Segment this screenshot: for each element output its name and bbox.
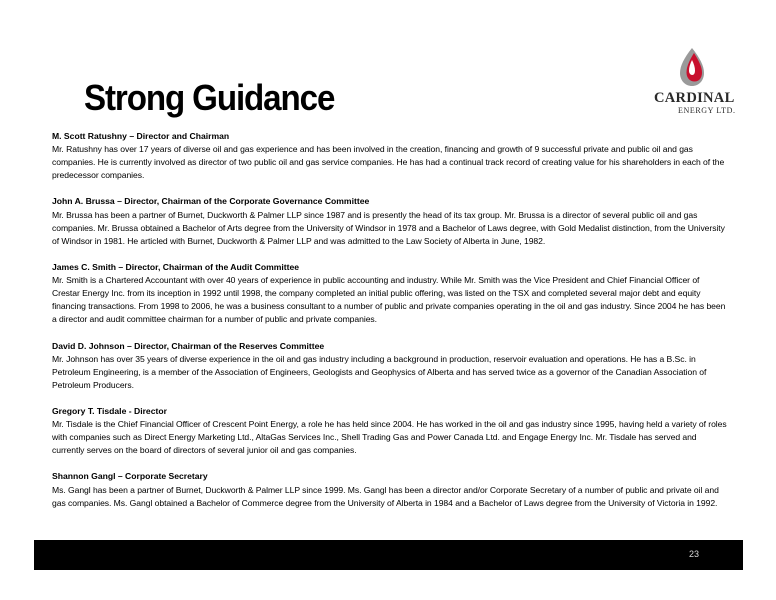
- bio-text: Ms. Gangl has been a partner of Burnet, Duckworth & Palmer LLP since 1999. Ms. Gangl has been a director and/or Corporate Secretary of a number of public and private oil and gas companies. Ms. Gangl obtained a Bachelor of Commerce degree from the University of Alberta in 1984 and a Bachelor of Laws degree from the University of Victoria in 1992.: [52, 484, 719, 508]
- bio-ratushny: [52, 130, 728, 182]
- bio-text: Mr. Tisdale is the Chief Financial Officer of Crescent Point Energy, a role he has held since 2004. He has worked in the oil and gas industry since 1995, having held a variety of roles with companies such as Direct Energy Marketing Ltd., AltaGas Services Inc., Shell Trading Gas and Power Canada Ltd. and Engage Energy Inc. Mr. Tisdale has served and currently serves on the board of directors of several junior oil and gas companies.: [52, 419, 727, 456]
- bio-tisdale: [52, 405, 728, 457]
- logo-name: CARDINAL: [654, 90, 735, 106]
- bio-text: Mr. Brussa has been a partner of Burnet, Duckworth & Palmer LLP since 1987 and is presently the head of its tax group. Mr. Brussa is a director of several public oil and gas companies. Mr. Brussa obtained a Bachelor of Arts degree from the University of Windsor in 1978 and a Bachelor of Laws degree, with Gold Medalist distinction, from the University of Windsor in 1981. He articled with Burnet, Duckworth & Palmer LLP and was admitted to the Law Society of Alberta in June, 1982.: [52, 209, 725, 246]
- bio-johnson: [52, 340, 728, 392]
- company-logo: [648, 46, 738, 122]
- bio-smith: [52, 261, 728, 326]
- bio-heading: M. Scott Ratushny – Director and Chairman: [52, 131, 230, 141]
- bio-heading: Shannon Gangl – Corporate Secretary: [52, 471, 208, 482]
- slide-title: Strong Guidance: [84, 77, 335, 118]
- bio-text: Mr. Smith is a Chartered Accountant with over 40 years of experience in public accounting and industry. While Mr. Smith was the Vice President and Chief Financial Officer of Crestar Energy Inc. from its inception in 1992 until 1998, the company completed an initial public offering, was listed on the TSX and completed several major debt and equity financing transactions. From 1998 to 2006, he was a business consultant to a number of public and private companies operating in the oil and gas industry. Since 2004 he has been a director and audit committee chairman for a number of public and private companies.: [52, 275, 726, 325]
- bio-gangl: [52, 470, 728, 509]
- flame-drop-icon: [648, 46, 738, 90]
- bio-heading: John A. Brussa – Director, Chairman of the Corporate Governance Committee: [52, 196, 370, 207]
- bio-heading: Gregory T. Tisdale - Director: [52, 405, 167, 416]
- bio-text: Mr. Ratushny has over 17 years of diverse oil and gas experience and has been involved in the creation, financing and growth of 9 successful private and public oil and gas companies. He is currently involved as director of two public oil and gas service companies. He has had a continual track record of creating value for his shareholders in each of the predecessor companies.: [52, 144, 725, 181]
- footer-bar: [34, 540, 743, 570]
- bio-text: Mr. Johnson has over 35 years of diverse experience in the oil and gas industry including a background in production, reservoir evaluation and operations. He has a B.Sc. in Petroleum Engineering, is a member of the Association of Engineers, Geologists and Geophysics of Alberta and has served twice as a governor of the Canadian Association of Petroleum Producers.: [52, 353, 707, 390]
- bio-heading: James C. Smith – Director, Chairman of the Audit Committee: [52, 261, 300, 272]
- page-number: 23: [688, 549, 699, 559]
- logo-subtitle: ENERGY LTD.: [678, 106, 736, 115]
- bios-content: [52, 130, 728, 523]
- bio-heading: David D. Johnson – Director, Chairman of the Reserves Committee: [52, 340, 325, 351]
- bio-brussa: [52, 195, 728, 247]
